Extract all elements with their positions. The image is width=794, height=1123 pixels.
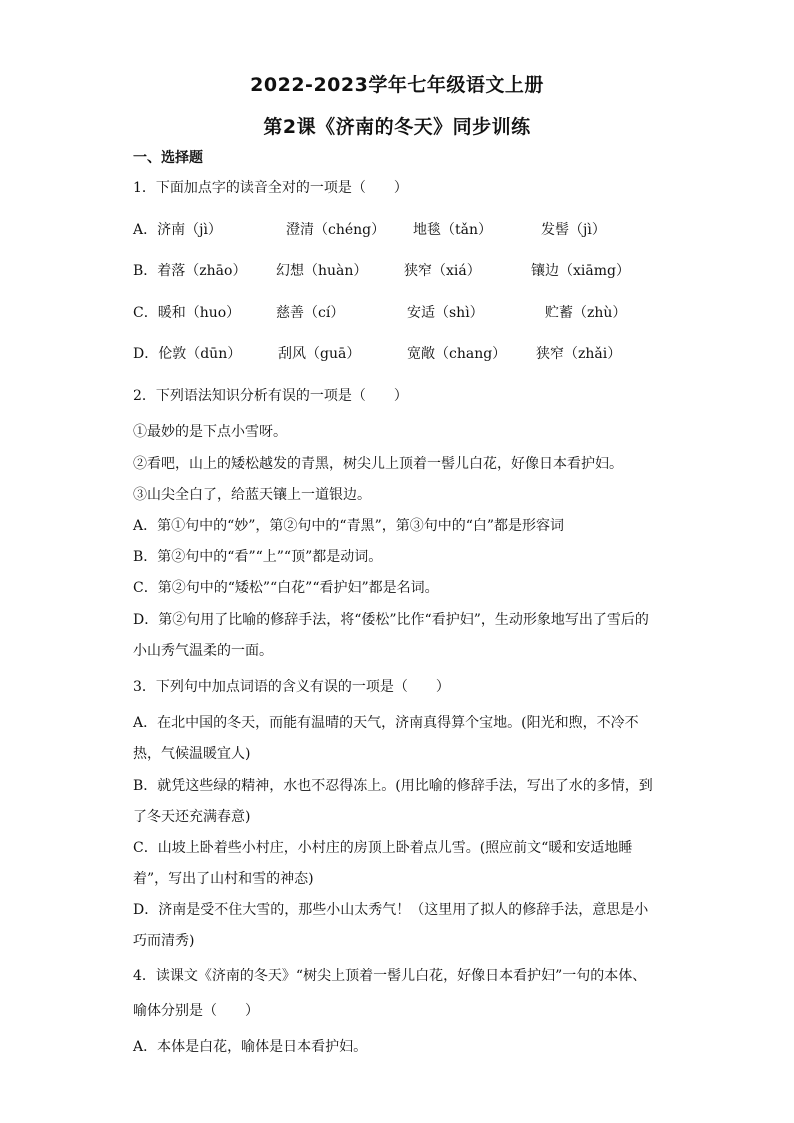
q1-d-item-4: 狭窄（zhǎi） (536, 346, 622, 362)
q1-c-item-1: C．暖和（huo） (133, 305, 241, 321)
q1-b-item-3: 狭窄（xiá） (404, 263, 481, 279)
q2-option-d-line-2: 小山秀气温柔的一面。 (133, 643, 273, 659)
q2-option-c: C．第②句中的“矮松”“白花”“看护妇”都是名词。 (133, 580, 439, 596)
q3-option-c-line-1: C．山坡上卧着些小村庄，小村庄的房顶上卧着点儿雪。(照应前文“暖和安适地睡 (133, 840, 633, 856)
q3-option-b-line-1: B．就凭这些绿的精神，水也不忍得冻上。(用比喻的修辞手法，写出了水的多情，到 (133, 778, 653, 794)
q2-option-b: B．第②句中的“看”“上”“顶”都是动词。 (133, 549, 383, 565)
q1-c-item-2: 慈善（cí） (276, 305, 345, 321)
doc-subtitle: 第2课《济南的冬天》同步训练 (263, 116, 531, 138)
q1-b-item-4: 镶边（xiāmg） (531, 263, 630, 279)
question-2-stem: 2．下列语法知识分析有误的一项是（ ） (133, 388, 408, 404)
q1-b-item-2: 幻想（huàn） (276, 263, 368, 279)
q3-option-c-line-2: 着”，写出了山村和雪的神态) (133, 871, 314, 887)
q2-sentence-2: ②看吧，山上的矮松越发的青黑，树尖儿上顶着一髻儿白花，好像日本看护妇。 (133, 456, 623, 472)
question-1-stem: 1．下面加点字的读音全对的一项是（ ） (133, 180, 408, 196)
q1-a-item-3: 地毯（tǎn） (413, 222, 492, 238)
q1-a-item-4: 发髻（jì） (541, 222, 606, 238)
doc-title: 2022-2023学年七年级语文上册 (250, 74, 544, 96)
q1-d-item-2: 刮风（guā） (278, 346, 361, 362)
q1-a-item-2: 澄清（chéng） (286, 222, 386, 238)
question-4-stem-line-2: 喻体分别是（ ） (133, 1003, 259, 1019)
q3-option-d-line-2: 巧而清秀) (133, 933, 195, 949)
q1-d-item-3: 宽敞（chang） (407, 346, 507, 362)
q1-d-item-1: D．伦敦（dūn） (133, 346, 242, 362)
q3-option-a-line-2: 热，气候温暖宜人) (133, 746, 251, 762)
q3-option-b-line-2: 了冬天还充满春意) (133, 809, 251, 825)
q1-c-item-4: 贮蓄（zhù） (545, 305, 627, 321)
q1-a-item-1: A．济南（jì） (133, 222, 222, 238)
question-3-stem: 3．下列句中加点词语的含义有误的一项是（ ） (133, 679, 450, 695)
q2-sentence-3: ③山尖全白了，给蓝天镶上一道银边。 (133, 487, 371, 503)
question-4-stem-line-1: 4．读课文《济南的冬天》“树尖上顶着一髻儿白花，好像日本看护妇”一句的本体、 (133, 968, 647, 984)
q1-c-item-3: 安适（shì） (407, 305, 484, 321)
q2-sentence-1: ①最妙的是下点小雪呀。 (133, 424, 287, 440)
q2-option-d-line-1: D．第②句用了比喻的修辞手法，将“倭松”比作“看护妇”，生动形象地写出了雪后的 (133, 612, 649, 628)
q4-option-a: A．本体是白花，喻体是日本看护妇。 (133, 1039, 368, 1055)
q3-option-d-line-1: D．济南是受不住大雪的，那些小山太秀气！（这里用了拟人的修辞手法，意思是小 (133, 902, 649, 918)
q1-b-item-1: B．着落（zhāo） (133, 263, 247, 279)
q2-option-a: A．第①句中的“妙”，第②句中的“青黑”，第③句中的“白”都是形容词 (133, 518, 565, 534)
q3-option-a-line-1: A．在北中国的冬天，而能有温晴的天气，济南真得算个宝地。(阳光和煦，不冷不 (133, 715, 639, 731)
section-heading: 一、选择题 (133, 150, 203, 166)
